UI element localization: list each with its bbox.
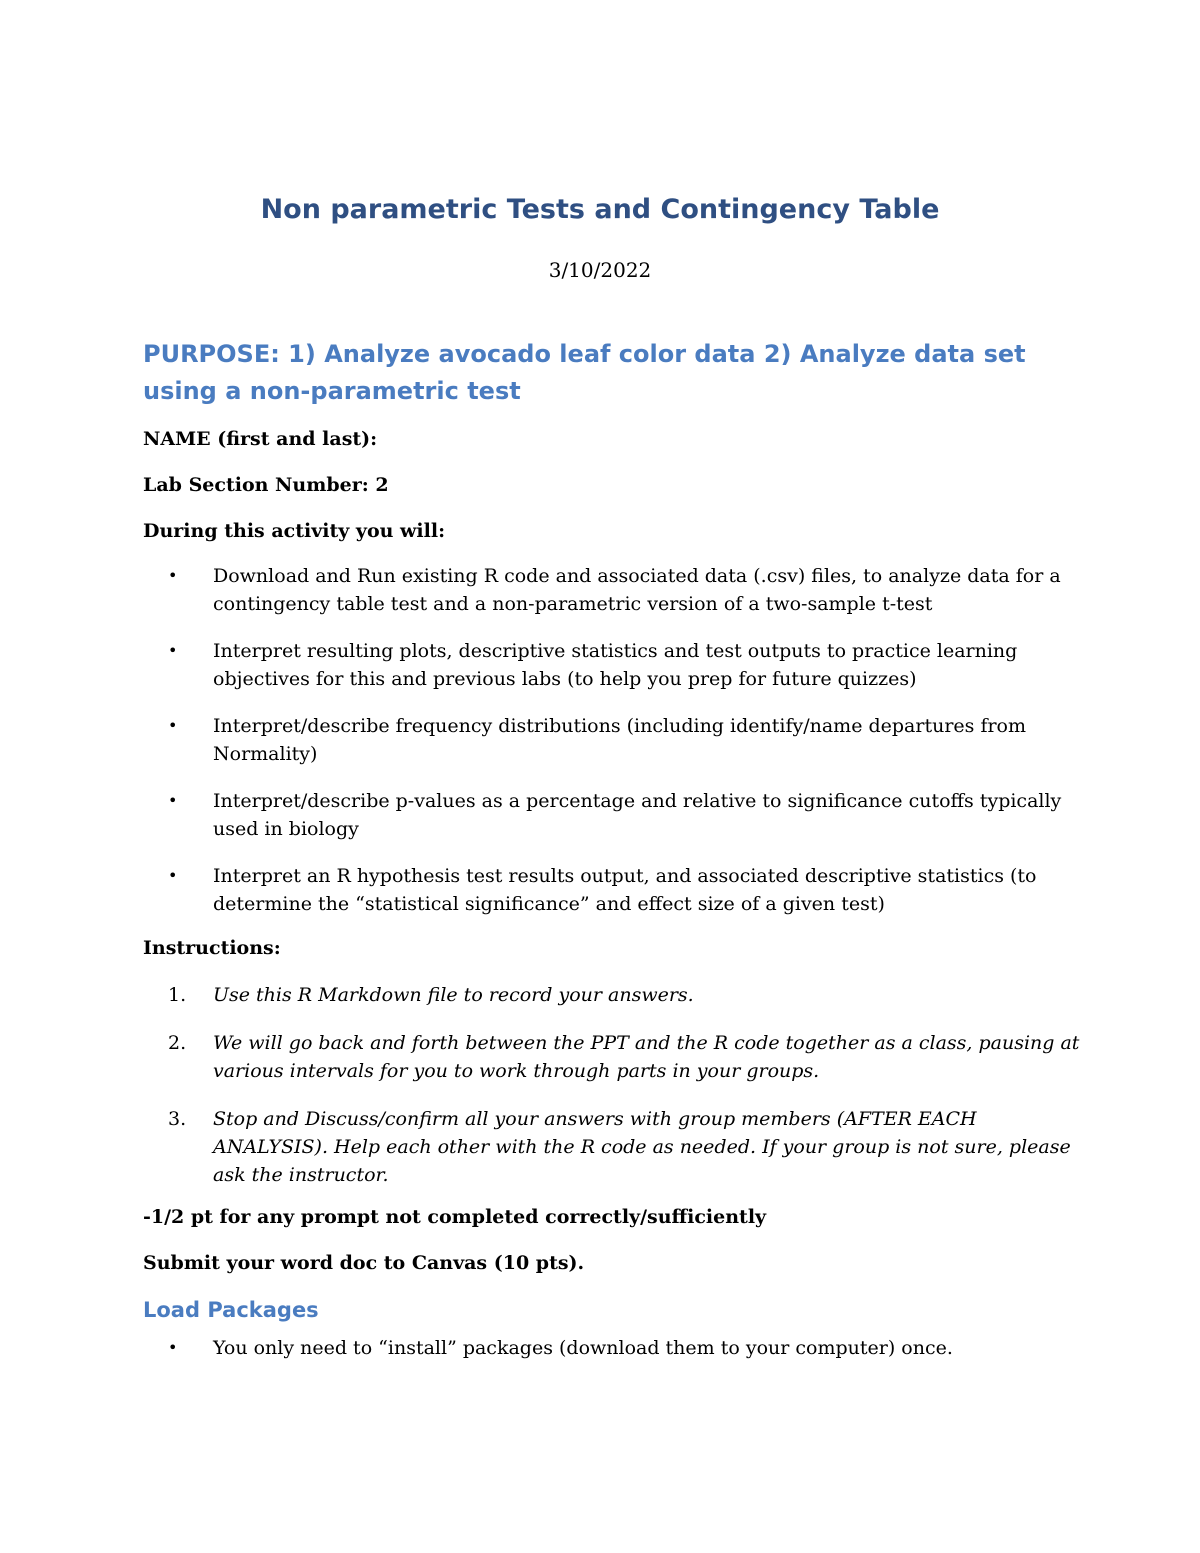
load-packages-list <box>143 1334 1073 1362</box>
instruction-text: Stop and Discuss/confirm all your answers with group members (AFTER EACH ANALYSIS). Help each other with the R code as needed. If your group is not sure, please ask the instructor. <box>213 1108 1071 1186</box>
bullet-icon: • <box>168 1338 178 1357</box>
lab-section-label: Lab Section Number: 2 <box>143 474 389 496</box>
bullet-icon: • <box>168 866 178 885</box>
list-item <box>143 1334 1073 1362</box>
submit-note: Submit your word doc to Canvas (10 pts). <box>143 1252 585 1274</box>
instruction-number: 2. <box>168 1032 187 1054</box>
bullet-icon: • <box>168 566 178 585</box>
bullet-icon: • <box>168 641 178 660</box>
document-date: 3/10/2022 <box>548 258 652 282</box>
list-item <box>143 637 1073 693</box>
list-item <box>143 787 1073 843</box>
instruction-text: We will go back and forth between the PPT and the R code together as a class, pausing at various intervals for you to work through parts in your groups. <box>213 1032 1080 1082</box>
list-item-text: Interpret/describe frequency distributions (including identify/name departures from Normality) <box>213 715 1027 765</box>
instructions-list <box>143 981 1083 1209</box>
list-item <box>143 562 1073 618</box>
list-item <box>143 712 1073 768</box>
penalty-note: -1/2 pt for any prompt not completed correctly/sufficiently <box>143 1206 767 1228</box>
list-item-text: Download and Run existing R code and associated data (.csv) files, to analyze data for a contingency table test and a non-parametric version of a two-sample t-test <box>213 565 1061 615</box>
load-packages-heading: Load Packages <box>143 1298 319 1322</box>
activity-heading: During this activity you will: <box>143 520 446 542</box>
instructions-heading: Instructions: <box>143 937 281 959</box>
list-item-text: Interpret/describe p-values as a percentage and relative to significance cutoffs typically used in biology <box>213 790 1062 840</box>
activity-list <box>143 562 1073 937</box>
list-item-text: Interpret an R hypothesis test results output, and associated descriptive statistics (to determine the “statistical significance” and effect size of a given test) <box>213 865 1037 915</box>
instruction-item <box>143 1105 1083 1189</box>
list-item <box>143 862 1073 918</box>
instruction-text: Use this R Markdown file to record your answers. <box>213 984 694 1006</box>
instruction-item <box>143 981 1083 1009</box>
purpose-heading: PURPOSE: 1) Analyze avocado leaf color data 2) Analyze data set using a non-parametric test <box>143 340 1026 405</box>
name-field-label: NAME (first and last): <box>143 428 378 450</box>
bullet-icon: • <box>168 716 178 735</box>
list-item-text: You only need to “install” packages (download them to your computer) once. <box>213 1337 953 1359</box>
instruction-item <box>143 1029 1083 1085</box>
instruction-number: 3. <box>168 1108 187 1130</box>
document-title: Non parametric Tests and Contingency Table <box>260 194 940 225</box>
list-item-text: Interpret resulting plots, descriptive statistics and test outputs to practice learning objectives for this and previous labs (to help you prep for future quizzes) <box>213 640 1018 690</box>
bullet-icon: • <box>168 791 178 810</box>
instruction-number: 1. <box>168 984 187 1006</box>
